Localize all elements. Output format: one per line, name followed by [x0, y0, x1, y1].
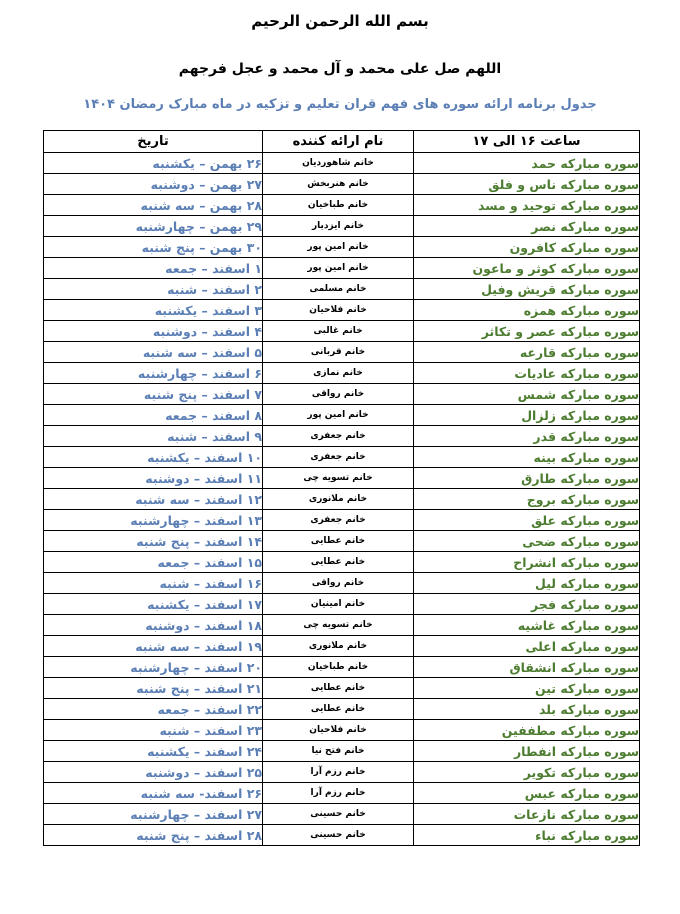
sura-cell: سوره مبارکه مطففین [414, 720, 640, 741]
presenter-cell: خانم فتح نیا [263, 741, 414, 762]
table-row [44, 615, 640, 636]
table-row [44, 153, 640, 174]
table-row [44, 573, 640, 594]
date-cell: ۱۱ اسفند – دوشنبه [44, 468, 263, 489]
presenter-cell: خانم رزم آرا [263, 762, 414, 783]
presenter-cell: خانم رواقی [263, 384, 414, 405]
presenter-cell: خانم ملانوری [263, 489, 414, 510]
bismillah-heading: بسم الله الرحمن الرحیم [251, 12, 429, 30]
presenter-cell: خانم امین پور [263, 258, 414, 279]
table-row [44, 258, 640, 279]
date-cell: ۲۵ اسفند – دوشنبه [44, 762, 263, 783]
presenter-cell: خانم تسویه چی [263, 615, 414, 636]
date-cell: ۱۸ اسفند – دوشنبه [44, 615, 263, 636]
date-cell: ۲۸ بهمن – سه شنبه [44, 195, 263, 216]
sura-cell: سوره مبارکه انشراح [414, 552, 640, 573]
schedule-title: جدول برنامه ارائه سوره های فهم قران تعلیم و تزکیه در ماه مبارک رمضان ۱۴۰۴ [83, 97, 597, 112]
date-cell: ۱ اسفند – جمعه [44, 258, 263, 279]
date-cell: ۲۰ اسفند – چهارشنبه [44, 657, 263, 678]
date-cell: ۱۴ اسفند – پنج شنبه [44, 531, 263, 552]
date-cell: ۱۹ اسفند – سه شنبه [44, 636, 263, 657]
table-row [44, 825, 640, 846]
table-row [44, 468, 640, 489]
sura-cell: سوره مبارکه شمس [414, 384, 640, 405]
date-cell: ۱۰ اسفند – یکشنبه [44, 447, 263, 468]
date-cell: ۷ اسفند – پنج شنبه [44, 384, 263, 405]
presenter-cell: خانم جعفری [263, 447, 414, 468]
table-row [44, 237, 640, 258]
sura-cell: سوره مبارکه فجر [414, 594, 640, 615]
date-cell: ۵ اسفند – سه شنبه [44, 342, 263, 363]
sura-cell: سوره مبارکه بینه [414, 447, 640, 468]
table-row [44, 195, 640, 216]
date-cell: ۱۳ اسفند – چهارشنبه [44, 510, 263, 531]
presenter-cell: خانم غالبی [263, 321, 414, 342]
sura-cell: سوره مبارکه زلزال [414, 405, 640, 426]
table-row [44, 300, 640, 321]
salawat-heading: اللهم صل علی محمد و آل محمد و عجل فرجهم [178, 61, 502, 77]
sura-cell: سوره مبارکه اعلی [414, 636, 640, 657]
sura-cell: سوره مبارکه نازعات [414, 804, 640, 825]
date-cell: ۱۷ اسفند – یکشنبه [44, 594, 263, 615]
table-row [44, 489, 640, 510]
presenter-cell: خانم طباخیان [263, 657, 414, 678]
presenter-cell: خانم قربانی [263, 342, 414, 363]
table-header-row [44, 131, 640, 153]
table-row [44, 657, 640, 678]
table-row [44, 762, 640, 783]
presenter-cell: خانم امین پور [263, 237, 414, 258]
sura-cell: سوره مبارکه بلد [414, 699, 640, 720]
sura-cell: سوره مبارکه کافرون [414, 237, 640, 258]
presenter-cell: خانم نمازی [263, 363, 414, 384]
presenter-cell: خانم رزم آرا [263, 783, 414, 804]
sura-cell: سوره مبارکه علق [414, 510, 640, 531]
table-row [44, 279, 640, 300]
table-row [44, 741, 640, 762]
table-row [44, 510, 640, 531]
table-row [44, 678, 640, 699]
sura-cell: سوره مبارکه انشقاق [414, 657, 640, 678]
sura-cell: سوره مبارکه ضحی [414, 531, 640, 552]
sura-cell: سوره مبارکه عصر و تکاثر [414, 321, 640, 342]
date-cell: ۳۰ بهمن – پنج شنبه [44, 237, 263, 258]
presenter-cell: خانم عطایی [263, 552, 414, 573]
date-cell: ۲۴ اسفند – یکشنبه [44, 741, 263, 762]
table-row [44, 405, 640, 426]
sura-cell: سوره مبارکه غاشیه [414, 615, 640, 636]
date-cell: ۲ اسفند – شنبه [44, 279, 263, 300]
sura-cell: سوره مبارکه عادیات [414, 363, 640, 384]
table-row [44, 174, 640, 195]
sura-cell: سوره مبارکه تکویر [414, 762, 640, 783]
presenter-cell: خانم حسینی [263, 825, 414, 846]
table-row [44, 594, 640, 615]
date-cell: ۲۳ اسفند – شنبه [44, 720, 263, 741]
sura-cell: سوره مبارکه ناس و فلق [414, 174, 640, 195]
column-header-presenter: نام ارائه کننده [263, 131, 414, 153]
date-cell: ۲۸ اسفند – پنج شنبه [44, 825, 263, 846]
presenter-cell: خانم ایزدیار [263, 216, 414, 237]
presenter-cell: خانم عطایی [263, 699, 414, 720]
presenter-cell: خانم تسویه چی [263, 468, 414, 489]
date-cell: ۴ اسفند – دوشنبه [44, 321, 263, 342]
presenter-cell: خانم عطایی [263, 531, 414, 552]
sura-cell: سوره مبارکه تین [414, 678, 640, 699]
sura-cell: سوره مبارکه طارق [414, 468, 640, 489]
date-cell: ۲۱ اسفند – پنج شنبه [44, 678, 263, 699]
table-row [44, 216, 640, 237]
sura-cell: سوره مبارکه لیل [414, 573, 640, 594]
table-row [44, 384, 640, 405]
date-cell: ۲۶ بهمن – یکشنبه [44, 153, 263, 174]
presenter-cell: خانم رواقی [263, 573, 414, 594]
sura-cell: سوره مبارکه بروج [414, 489, 640, 510]
date-cell: ۲۹ بهمن – چهارشنبه [44, 216, 263, 237]
presenter-cell: خانم طباخیان [263, 195, 414, 216]
presenter-cell: خانم امین پور [263, 405, 414, 426]
presenter-cell: خانم حسینی [263, 804, 414, 825]
table-row [44, 426, 640, 447]
sura-cell: سوره مبارکه حمد [414, 153, 640, 174]
column-header-date: تاریخ [44, 131, 263, 153]
table-row [44, 804, 640, 825]
date-cell: ۱۵ اسفند – جمعه [44, 552, 263, 573]
date-cell: ۹ اسفند – شنبه [44, 426, 263, 447]
presenter-cell: خانم هنربخش [263, 174, 414, 195]
date-cell: ۶ اسفند – چهارشنبه [44, 363, 263, 384]
date-cell: ۱۶ اسفند – شنبه [44, 573, 263, 594]
presenter-cell: خانم جعفری [263, 426, 414, 447]
date-cell: ۲۷ بهمن – دوشنبه [44, 174, 263, 195]
table-row [44, 783, 640, 804]
presenter-cell: خانم ملانوری [263, 636, 414, 657]
table-row [44, 531, 640, 552]
table-row [44, 342, 640, 363]
table-row [44, 720, 640, 741]
table-row [44, 363, 640, 384]
table-row [44, 636, 640, 657]
presenter-cell: خانم امینیان [263, 594, 414, 615]
sura-cell: سوره مبارکه توحید و مسد [414, 195, 640, 216]
schedule-table [43, 130, 640, 846]
table-row [44, 552, 640, 573]
sura-cell: سوره مبارکه قارعه [414, 342, 640, 363]
table-row [44, 321, 640, 342]
presenter-cell: خانم مسلمی [263, 279, 414, 300]
presenter-cell: خانم فلاحیان [263, 300, 414, 321]
sura-cell: سوره مبارکه انفطار [414, 741, 640, 762]
date-cell: ۸ اسفند – جمعه [44, 405, 263, 426]
date-cell: ۲۶ اسفند- سه شنبه [44, 783, 263, 804]
sura-cell: سوره مبارکه کوثر و ماعون [414, 258, 640, 279]
date-cell: ۱۲ اسفند – سه شنبه [44, 489, 263, 510]
sura-cell: سوره مبارکه عبس [414, 783, 640, 804]
table-row [44, 699, 640, 720]
presenter-cell: خانم جعفری [263, 510, 414, 531]
presenter-cell: خانم شاهوردیان [263, 153, 414, 174]
sura-cell: سوره مبارکه نصر [414, 216, 640, 237]
sura-cell: سوره مبارکه همزه [414, 300, 640, 321]
date-cell: ۳ اسفند – یکشنبه [44, 300, 263, 321]
sura-cell: سوره مبارکه قریش وفیل [414, 279, 640, 300]
date-cell: ۲۷ اسفند – چهارشنبه [44, 804, 263, 825]
sura-cell: سوره مبارکه قدر [414, 426, 640, 447]
presenter-cell: خانم فلاحیان [263, 720, 414, 741]
date-cell: ۲۲ اسفند – جمعه [44, 699, 263, 720]
column-header-sura: ساعت ۱۶ الی ۱۷ [414, 131, 640, 153]
sura-cell: سوره مبارکه نباء [414, 825, 640, 846]
presenter-cell: خانم عطایی [263, 678, 414, 699]
schedule-table-body [44, 153, 640, 846]
table-row [44, 447, 640, 468]
